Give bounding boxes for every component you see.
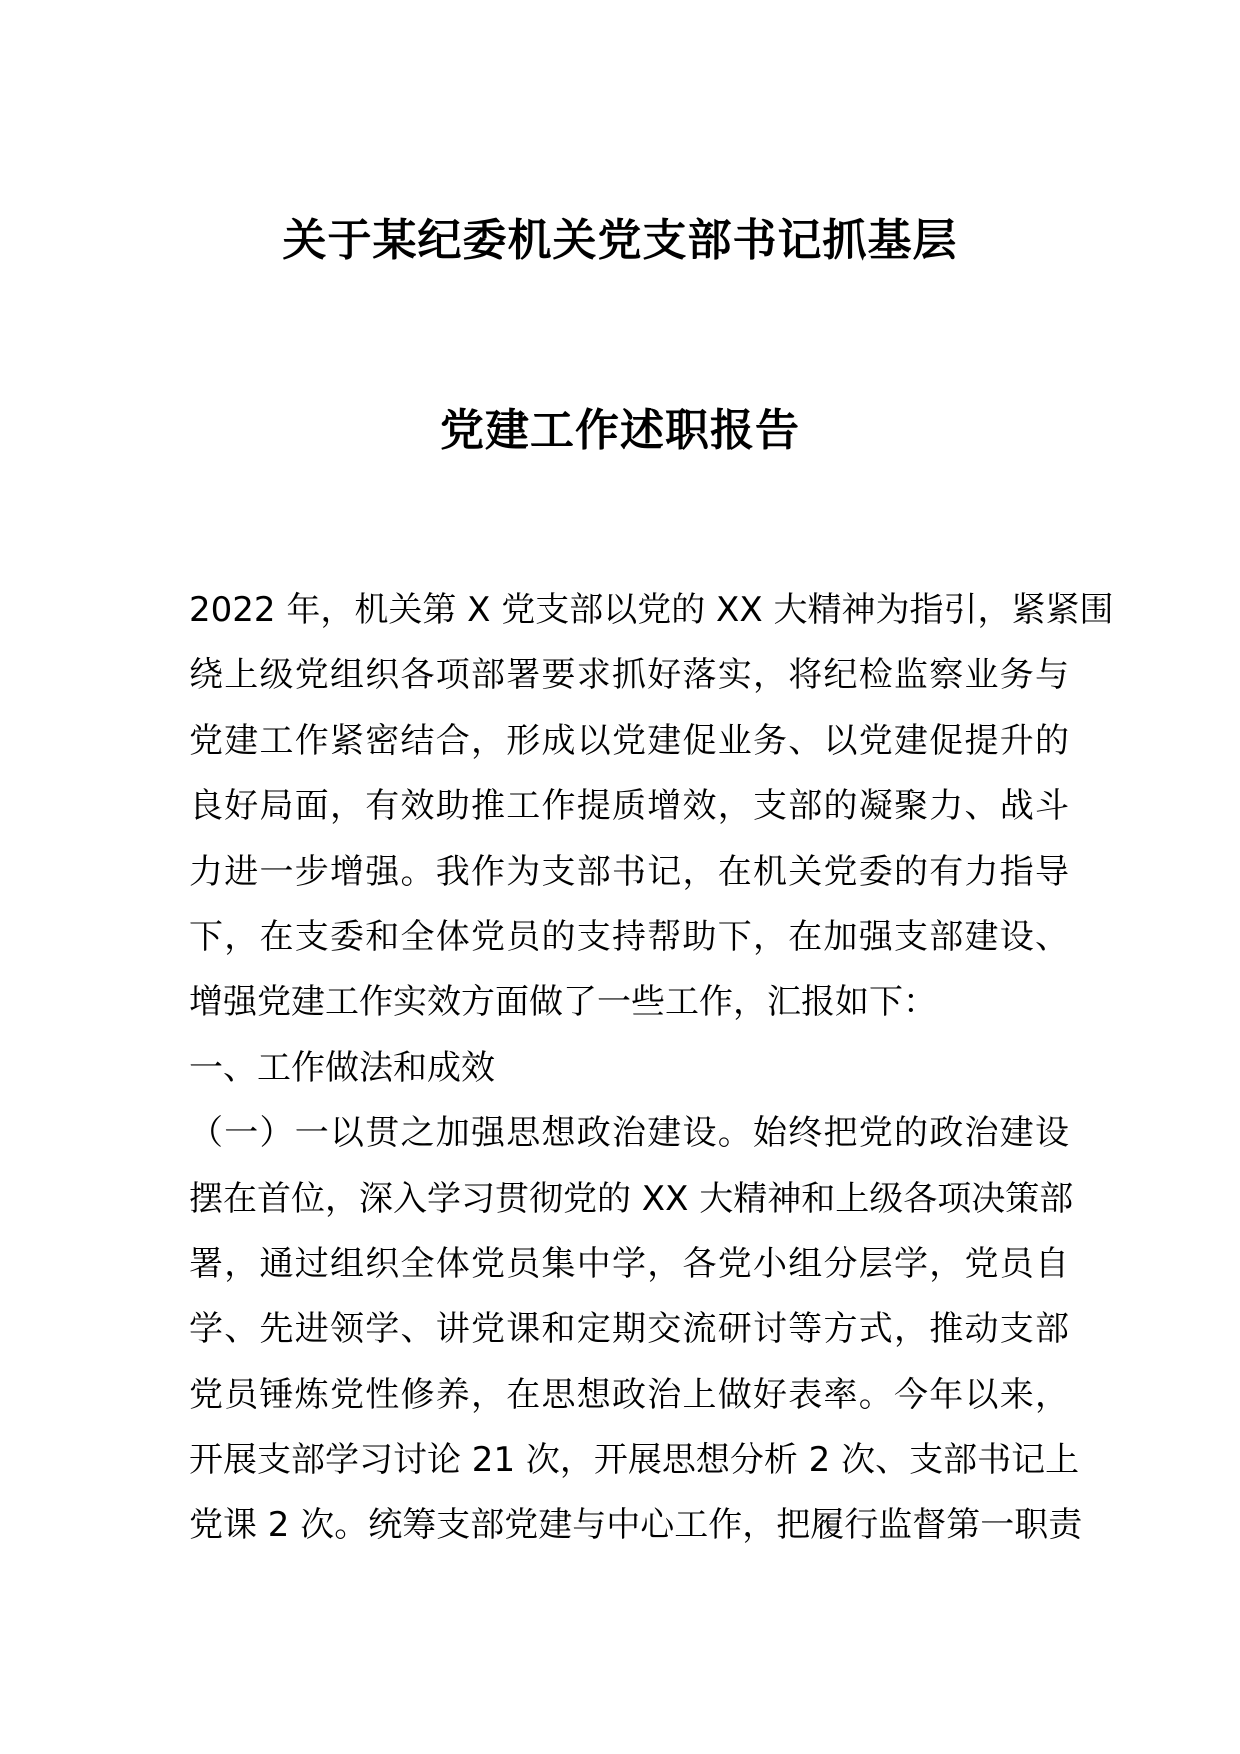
section-heading: 一、工作做法和成效 — [189, 1047, 495, 1088]
body-line: 党建工作紧密结合，形成以党建促业务、以党建促提升的 — [189, 720, 1069, 761]
body-line: （一）一以贯之加强思想政治建设。始终把党的政治建设 — [189, 1113, 1069, 1154]
body-line: 署，通过组织全体党员集中学，各党小组分层学，党员自 — [189, 1243, 1069, 1284]
document-title-line-1: 关于某纪委机关党支部书记抓基层 — [282, 215, 958, 266]
body-line: 党员锤炼党性修养，在思想政治上做好表率。今年以来， — [189, 1374, 1069, 1415]
body-line: 增强党建工作实效方面做了一些工作，汇报如下： — [189, 982, 937, 1023]
body-line: 下，在支委和全体党员的支持帮助下，在加强支部建设、 — [189, 916, 1069, 957]
body-line: 良好局面，有效助推工作提质增效，支部的凝聚力、战斗 — [189, 786, 1069, 827]
body-line: 2022 年，机关第 X 党支部以党的 XX 大精神为指引，紧紧围 — [189, 590, 1114, 630]
document-body — [189, 578, 1114, 1559]
body-line: 摆在首位，深入学习贯彻党的 XX 大精神和上级各项决策部 — [189, 1178, 1074, 1219]
body-line: 学、先进领学、讲党课和定期交流研讨等方式，推动支部 — [189, 1309, 1069, 1350]
body-line: 党课 2 次。统筹支部党建与中心工作，把履行监督第一职责 — [189, 1505, 1083, 1546]
body-line: 绕上级党组织各项部署要求抓好落实，将纪检监察业务与 — [189, 655, 1069, 696]
document-title-line-2: 党建工作述职报告 — [440, 405, 800, 456]
body-line: 开展支部学习讨论 21 次，开展思想分析 2 次、支部书记上 — [189, 1440, 1080, 1481]
body-line: 力进一步增强。我作为支部书记，在机关党委的有力指导 — [189, 851, 1069, 892]
